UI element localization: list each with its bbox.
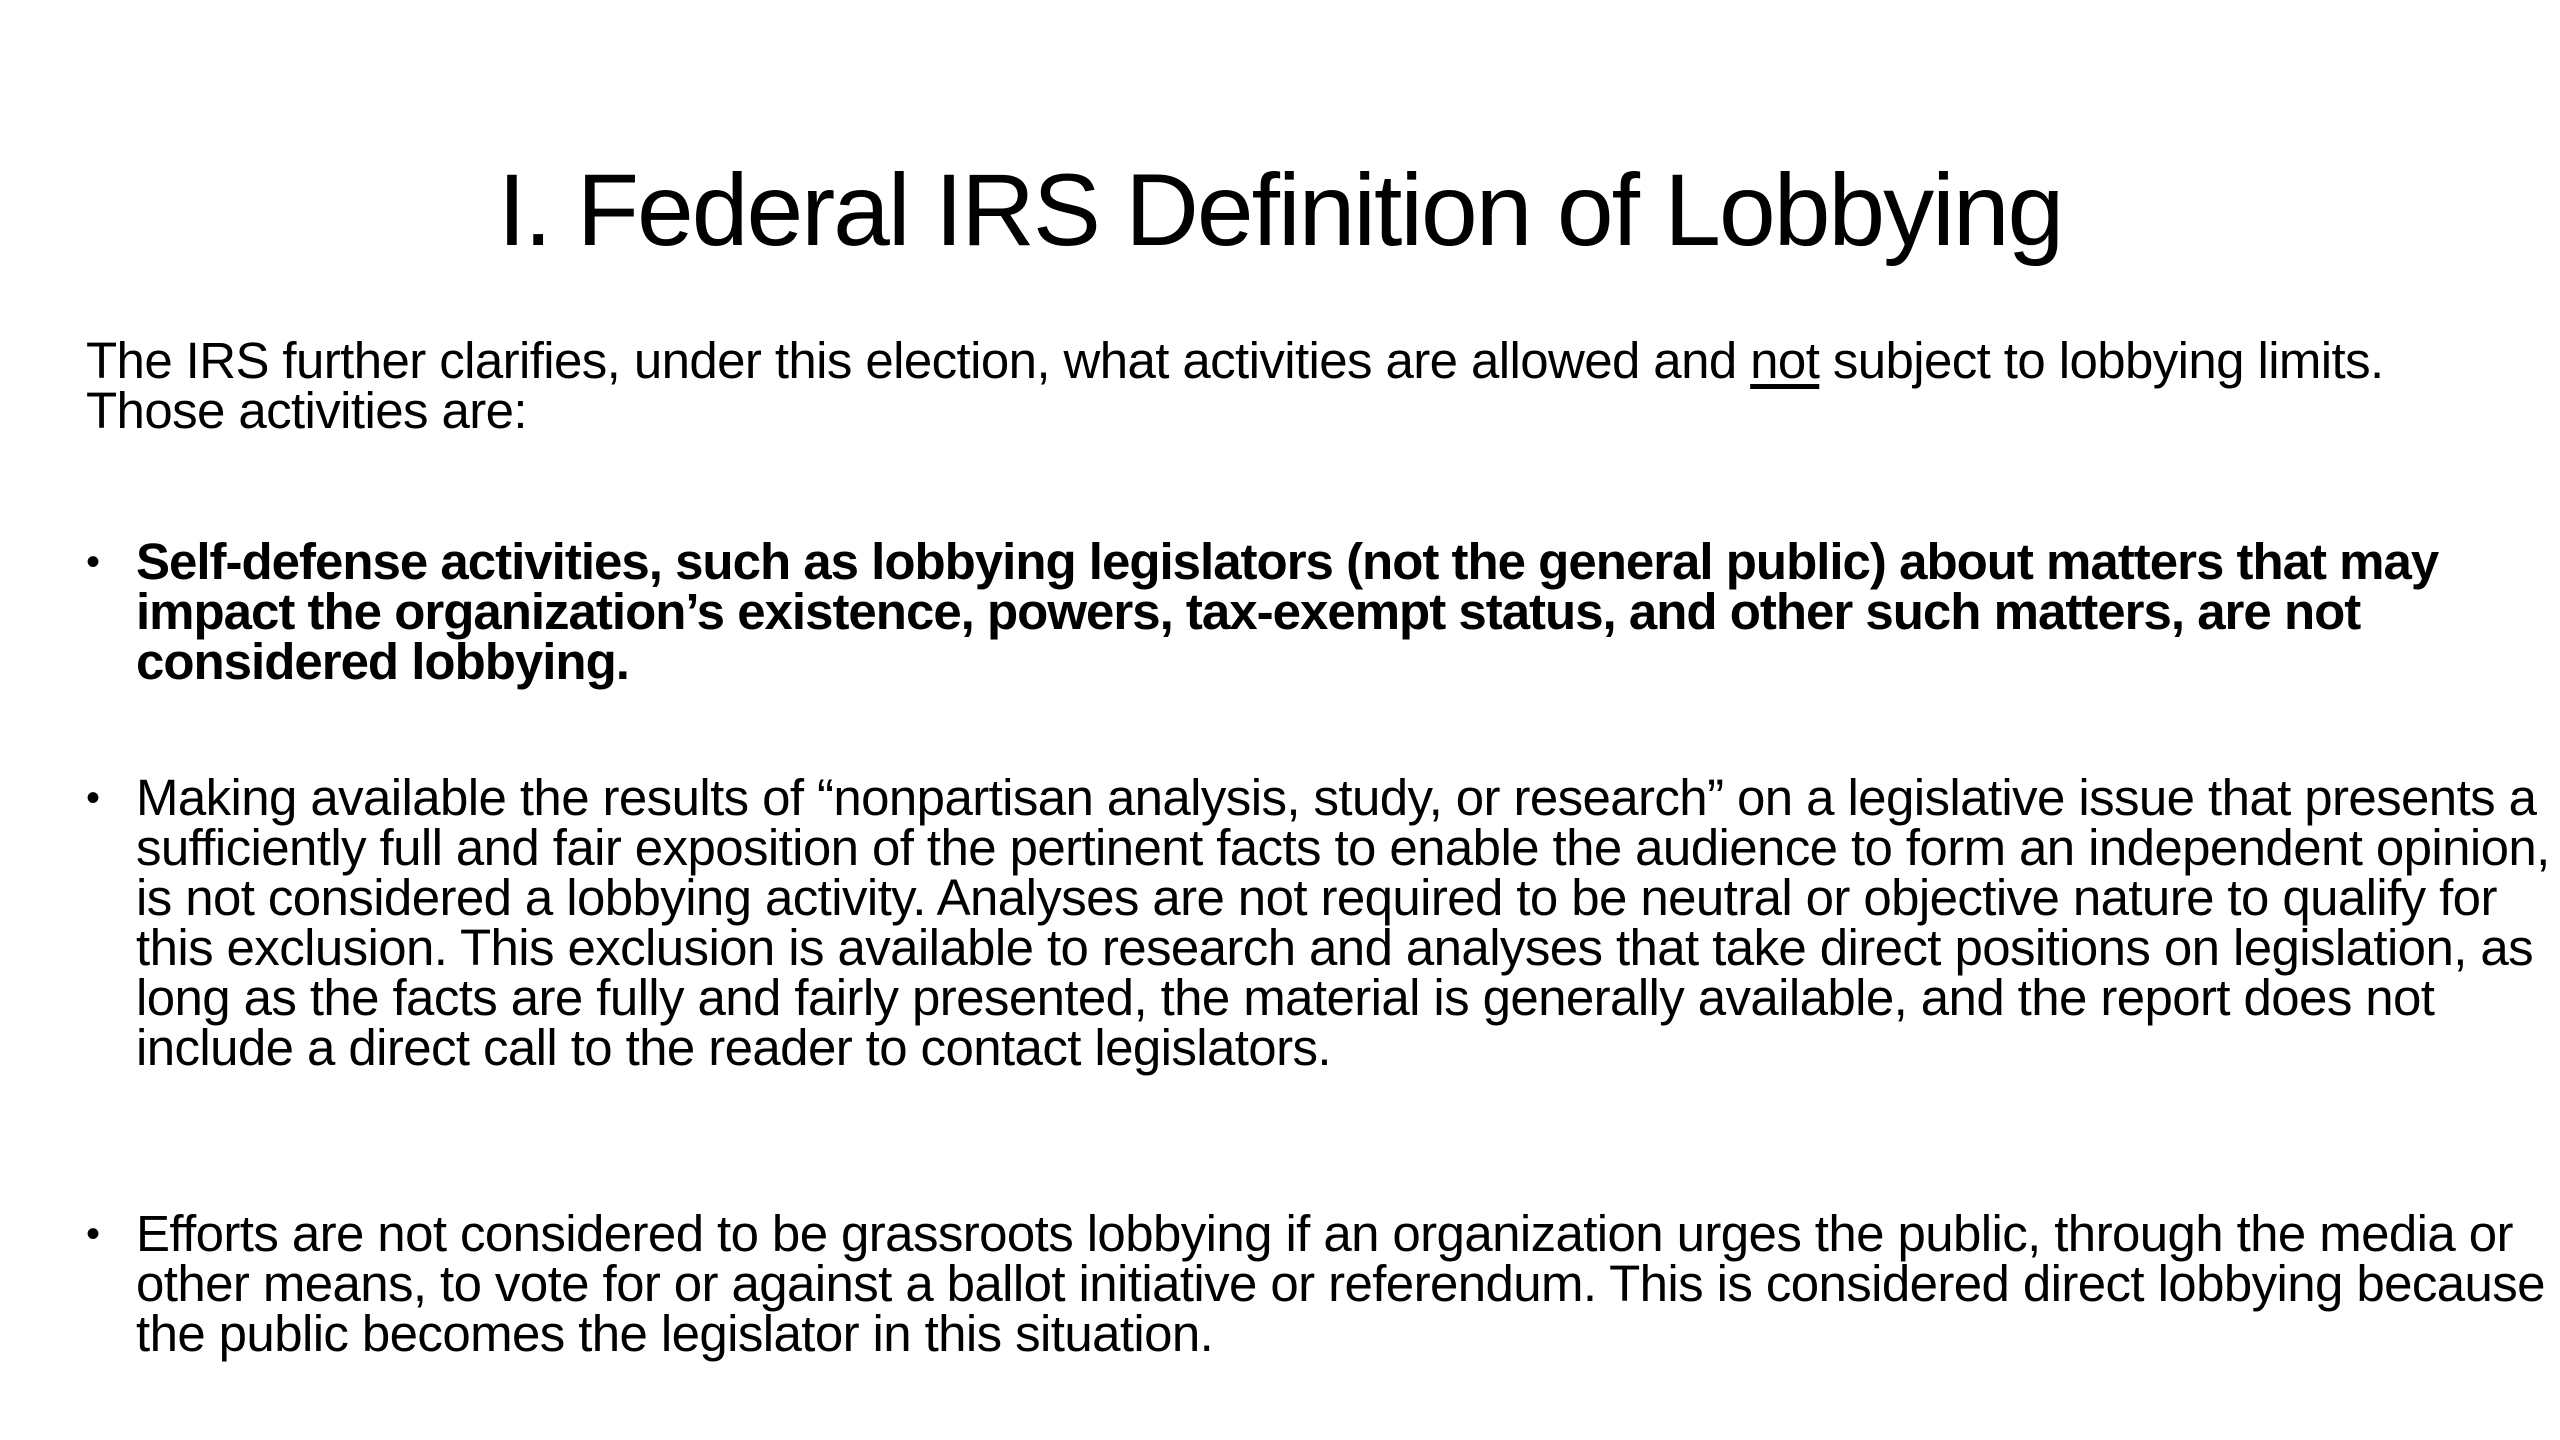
bullet-text: Making available the results of “nonpartisan analysis, study, or research” on a legislative issue that presents a sufficiently full and fair exposition of the pertinent facts to enable the audience to form an independent opinion, is not considered a lobbying activity. Analyses are not required to be neutral or objective nature to qualify for this exclusion. This exclusion is available to research and analyses that take direct positions on legislation, as long as the facts are fully and fairly presented, the material is generally available, and the report does not include a direct call to the reader to contact legislators. (136, 769, 2550, 1076)
bullet-icon: • (86, 540, 100, 584)
intro-underlined-word: not (1750, 332, 1820, 389)
intro-text-part1: The IRS further clarifies, under this election, what activities are allowed and (86, 332, 1751, 389)
bullet-text: Self-defense activities, such as lobbying legislators (not the general public) about matters that may impact the organization’s existence, powers, tax-exempt status, and other such matters, are not considered lobbying. (136, 533, 2439, 690)
intro-paragraph (86, 332, 2506, 439)
bullet-text: Efforts are not considered to be grassroots lobbying if an organization urges the public, through the media or other means, to vote for or against a ballot initiative or referendum. This is considered direct lobbying because the public becomes the legislator in this situation. (136, 1205, 2545, 1362)
bullet-icon: • (86, 776, 100, 820)
bullet-icon: • (86, 1212, 100, 1256)
intro-text-part2: subject to lobbying limits. Those activities are: (86, 332, 2384, 439)
slide-title: I. Federal IRS Definition of Lobbying (497, 153, 2063, 267)
